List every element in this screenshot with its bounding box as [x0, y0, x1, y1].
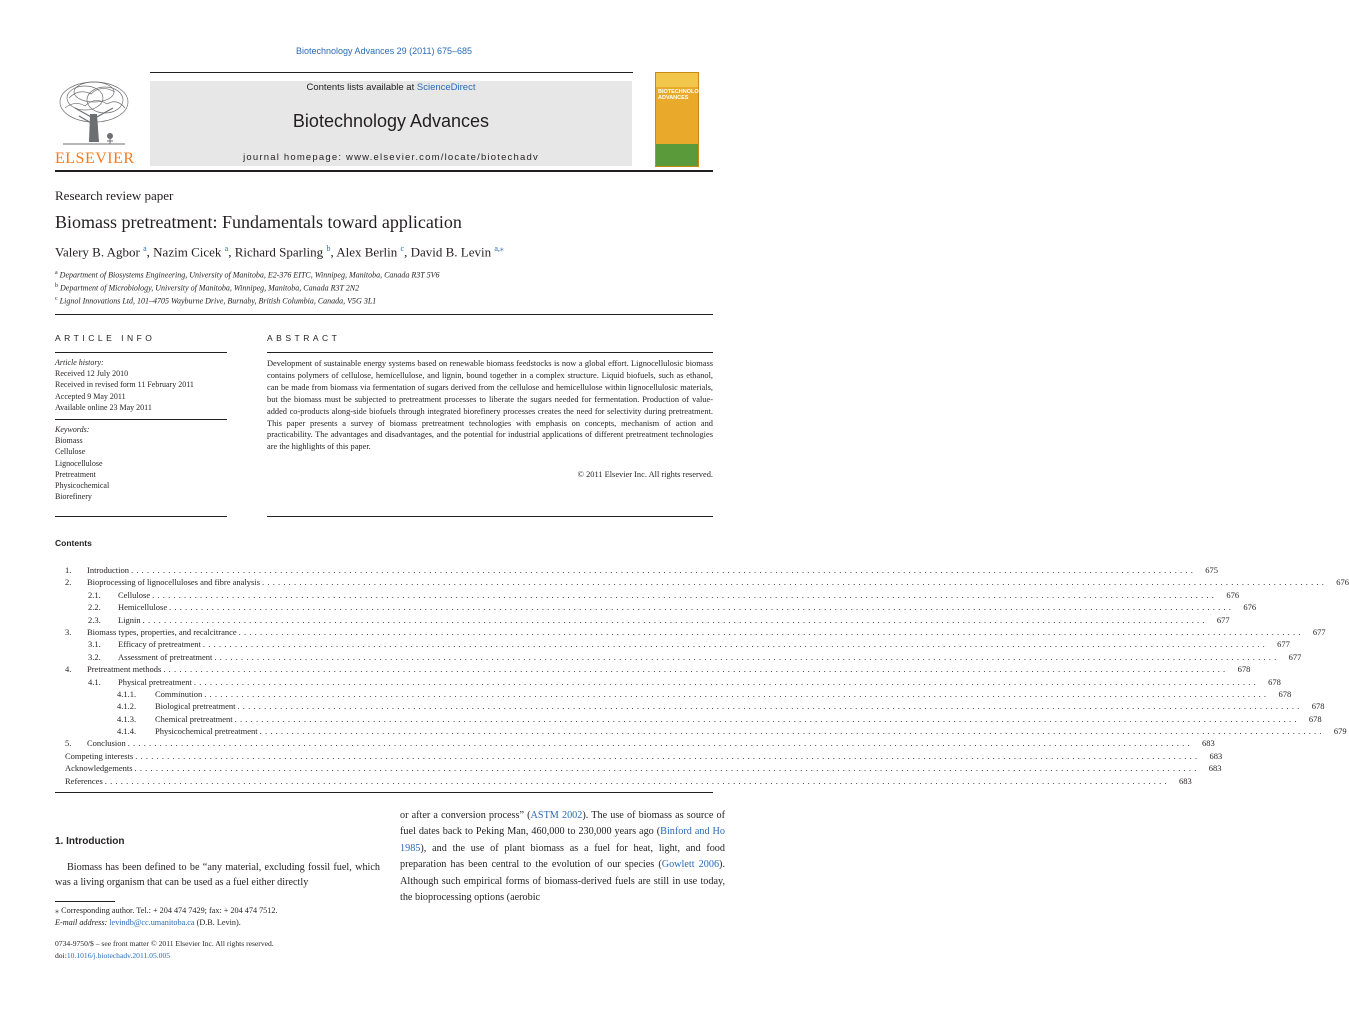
- toc-leader-dots: ........................................................................................................................................................................................................: [204, 688, 1270, 699]
- toc-title[interactable]: Pretreatment methods: [87, 664, 162, 675]
- toc-number: 2.3.: [88, 614, 101, 625]
- toc-page-number: 683: [1193, 737, 1215, 749]
- contents-available-line: [150, 82, 632, 93]
- author-affiliation-marker[interactable]: a,⁎: [494, 244, 504, 253]
- toc-page-number: 677: [1268, 638, 1290, 650]
- author-name: Valery B. Agbor: [55, 244, 140, 260]
- toc-number: 3.2.: [88, 651, 101, 662]
- affiliation-marker: c: [55, 296, 58, 303]
- copyright-line: © 2011 Elsevier Inc. All rights reserved.: [577, 470, 713, 479]
- history-item: Available online 23 May 2011: [55, 402, 152, 412]
- toc-title[interactable]: Biological pretreatment: [155, 701, 236, 712]
- toc-entry[interactable]: [55, 713, 1322, 725]
- toc-leader-dots: ........................................................................................................................................................................................................: [142, 614, 1208, 625]
- front-matter: [55, 938, 380, 961]
- toc-leader-dots: ........................................................................................................................................................................................................: [238, 626, 1304, 637]
- toc-entry[interactable]: [55, 725, 1347, 737]
- header-rule-bottom: [55, 170, 713, 172]
- keyword: Lignocellulose: [55, 458, 103, 468]
- author-affiliation-marker[interactable]: b: [326, 244, 331, 253]
- toc-number: 4.: [65, 664, 72, 675]
- toc-entry[interactable]: [55, 601, 1257, 613]
- toc-leader-dots: ........................................................................................................................................................................................................: [234, 713, 1300, 724]
- toc-page-number: 678: [1300, 713, 1322, 725]
- toc-number: 2.: [65, 577, 72, 588]
- affiliation-marker: a: [55, 270, 58, 276]
- toc-page-number: 676: [1234, 601, 1256, 613]
- author-separator: ,: [404, 244, 411, 260]
- divider: [55, 314, 713, 315]
- contents-heading: Contents: [55, 538, 92, 548]
- toc-page-number: 678: [1269, 688, 1291, 700]
- journal-name: Biotechnology Advances: [292, 111, 490, 131]
- divider: [55, 419, 227, 420]
- toc-page-number: 675: [1196, 564, 1218, 576]
- toc-title[interactable]: Conclusion: [87, 738, 126, 749]
- divider: [267, 352, 713, 353]
- toc-leader-dots: ........................................................................................................................................................................................................: [262, 577, 1328, 588]
- history-label: Article history:: [55, 358, 104, 367]
- toc-page-number: 676: [1327, 576, 1349, 588]
- toc-number: 3.: [65, 626, 72, 637]
- toc-leader-dots: ........................................................................................................................................................................................................: [259, 726, 1325, 737]
- toc-page-number: 683: [1200, 750, 1222, 762]
- toc-entry[interactable]: [55, 626, 1326, 638]
- toc-leader-dots: ........................................................................................................................................................................................................: [202, 639, 1268, 650]
- corresponding-author: ⁎ Corresponding author. Tel.: + 204 474 7429; fax: + 204 474 7512.: [55, 906, 278, 915]
- toc-entry[interactable]: [55, 576, 1349, 588]
- doi-prefix: doi:: [55, 950, 67, 960]
- author-name: Nazim Cicek: [153, 244, 222, 260]
- toc-title[interactable]: Physical pretreatment: [118, 676, 192, 687]
- author-affiliation-marker[interactable]: a: [224, 244, 229, 253]
- divider: [55, 516, 227, 517]
- issn-line: 0734-9750/$ – see front matter © 2011 Elsevier Inc. All rights reserved.: [55, 939, 274, 948]
- toc-number: 2.2.: [88, 602, 101, 613]
- toc-leader-dots: ........................................................................................................................................................................................................: [193, 676, 1259, 687]
- toc-entry[interactable]: [55, 663, 1251, 675]
- article-info-heading: ARTICLE INFO: [55, 333, 156, 343]
- toc-page-number: 677: [1279, 651, 1301, 663]
- author-name: Richard Sparling: [234, 244, 324, 260]
- toc-entry[interactable]: [55, 775, 1192, 787]
- keyword: Pretreatment: [55, 469, 96, 479]
- toc-entry[interactable]: [55, 589, 1240, 601]
- citation-link[interactable]: ASTM 2002: [530, 810, 583, 821]
- paper-title: Biomass pretreatment: Fundamentals toward application: [55, 212, 462, 232]
- toc-page-number: 677: [1304, 626, 1326, 638]
- affiliation-text: Lignol Innovations Ltd, 101–4705 Wayburne Drive, Burnaby, British Columbia, Canada, V5G 3L1: [59, 296, 377, 306]
- toc-title[interactable]: Lignin: [118, 614, 141, 625]
- cover-title: BIOTECHNOLOGY ADVANCES: [658, 89, 707, 101]
- elsevier-wordmark: ELSEVIER: [55, 150, 135, 167]
- toc-page-number: 677: [1208, 614, 1230, 626]
- toc-entry[interactable]: [55, 688, 1292, 700]
- intro-paragraph: Biomass has been defined to be “any material, excluding fossil fuel, which was a living organism that can be used as a fuel either directly: [55, 862, 380, 888]
- toc-title[interactable]: References: [65, 775, 103, 786]
- toc-entry[interactable]: [55, 750, 1223, 762]
- toc-entry[interactable]: [55, 651, 1302, 663]
- author-affiliation-marker[interactable]: c: [400, 244, 405, 253]
- cover-band: [656, 73, 698, 87]
- affiliation-marker: b: [55, 283, 58, 290]
- doi-line: [55, 950, 380, 962]
- toc-leader-dots: ........................................................................................................................................................................................................: [134, 763, 1200, 774]
- toc-entry[interactable]: [55, 614, 1230, 626]
- paper-type: Research review paper: [55, 188, 174, 203]
- affiliation-line: [55, 281, 440, 294]
- intro-paragraph-continued: [400, 808, 725, 906]
- toc-entry[interactable]: [55, 564, 1219, 576]
- toc-title[interactable]: Bioprocessing of lignocelluloses and fibre analysis: [87, 577, 261, 588]
- citation-link[interactable]: Binford and Ho 1985: [400, 826, 726, 854]
- history-item: Received in revised form 11 February 2011: [55, 380, 194, 390]
- toc-title[interactable]: Acknowledgements: [65, 763, 133, 774]
- journal-cover-thumbnail[interactable]: [655, 72, 707, 167]
- toc-title[interactable]: Introduction: [87, 565, 130, 575]
- toc-number: 4.1.1.: [117, 688, 137, 699]
- toc-number: 1.: [65, 565, 72, 575]
- divider: [55, 352, 227, 353]
- paragraph-text: ), and the use of plant biomass as a fuel for heat, light, and food preparation has been central to the evolution of our species (: [400, 842, 725, 871]
- toc-page-number: 683: [1200, 762, 1222, 774]
- email-suffix: (D.B. Levin).: [194, 917, 241, 927]
- homepage-url[interactable]: www.elsevier.com/locate/biotechadv: [346, 152, 539, 163]
- toc-title[interactable]: Efficacy of pretreatment: [118, 639, 201, 650]
- toc-leader-dots: ........................................................................................................................................................................................................: [131, 565, 1197, 575]
- citation-link[interactable]: Gowlett 2006: [661, 859, 720, 871]
- keywords-label: Keywords:: [55, 425, 90, 434]
- author-affiliation-marker[interactable]: a: [143, 244, 147, 253]
- toc-leader-dots: ........................................................................................................................................................................................................: [104, 775, 1170, 786]
- toc-entry[interactable]: [55, 762, 1222, 774]
- toc-number: 4.1.: [88, 676, 101, 687]
- toc-entry[interactable]: [55, 638, 1290, 650]
- keyword: Biorefinery: [55, 492, 92, 502]
- affiliation-text: Department of Microbiology, University of Manitoba, Winnipeg, Manitoba, Canada R3T 2N2: [60, 283, 360, 293]
- divider: [55, 792, 713, 793]
- toc-title[interactable]: Hemicellulose: [118, 602, 168, 613]
- keyword: Cellulose: [55, 447, 86, 457]
- toc-leader-dots: ........................................................................................................................................................................................................: [135, 750, 1201, 761]
- abstract-heading: ABSTRACT: [267, 333, 341, 343]
- cover-strip: [656, 144, 698, 166]
- contents-prefix: Contents lists available at: [306, 82, 417, 93]
- toc-page-number: 678: [1228, 663, 1250, 675]
- toc-leader-dots: ........................................................................................................................................................................................................: [237, 701, 1303, 712]
- affiliations: [55, 268, 440, 307]
- author-list: [55, 244, 504, 260]
- toc-page-number: 678: [1302, 700, 1324, 712]
- toc-entry[interactable]: [55, 700, 1325, 712]
- toc-title[interactable]: Cellulose: [118, 589, 151, 600]
- author-separator: ,: [228, 244, 235, 260]
- toc-title[interactable]: Competing interests: [65, 750, 134, 761]
- toc-number: 5.: [65, 738, 72, 749]
- affiliation-text: Department of Biosystems Engineering, University of Manitoba, E2-376 EITC, Winnipeg, Manitoba, Canada R3T 5V6: [59, 270, 440, 280]
- toc-title[interactable]: Chemical pretreatment: [155, 713, 233, 724]
- journal-citation[interactable]: Biotechnology Advances 29 (2011) 675–685: [296, 46, 472, 56]
- toc-title[interactable]: Physicochemical pretreatment: [155, 726, 258, 737]
- history-item: Received 12 July 2010: [55, 369, 129, 379]
- toc-page-number: 683: [1170, 775, 1192, 787]
- sciencedirect-link[interactable]: ScienceDirect: [416, 82, 476, 93]
- email-line: [55, 917, 380, 929]
- toc-title[interactable]: Assessment of pretreatment: [118, 651, 213, 662]
- paragraph-text: ). The use of biomass as source of fuel dates back to Peking Man, 460,000 to 230,000 years ago (: [400, 810, 725, 838]
- toc-number: 4.1.4.: [117, 726, 137, 737]
- toc-number: 4.1.2.: [117, 701, 137, 712]
- email-label: E-mail address:: [55, 917, 110, 927]
- abstract-text: Development of sustainable energy systems based on renewable biomass feedstocks is now a global effort. Lignocellulosic biomass contains polymers of cellulose, hemicellulose, and lignin, bound together in a complex structure. Liquid biofuels, such as ethanol, can be made from biomass via fermentation of sugars derived from the cellulose and hemicellulose within lignocellulosic materials, but the biomass must be subjected to pretreatment processes to liberate the sugars needed for fermentation. Production of value-added co-products along-side biofuels through integrated biorefinery processes creates the need for selectivity during pretreatment. This paper presents a survey of biomass pretreatment technologies with emphasis on concepts, mechanism of action and practicability. The advantages and disadvantages, and the potential for industrial applications of different pretreatment technologies are the highlights of this paper.: [267, 359, 713, 452]
- paragraph-text: or after a conversion process” (: [400, 810, 531, 821]
- keyword: Biomass: [55, 436, 83, 446]
- table-of-contents: [55, 564, 1349, 787]
- toc-leader-dots: ........................................................................................................................................................................................................: [152, 589, 1218, 600]
- header-rule-top: [150, 72, 633, 73]
- toc-leader-dots: ........................................................................................................................................................................................................: [163, 664, 1229, 675]
- toc-number: 4.1.3.: [117, 713, 137, 724]
- history-item: Accepted 9 May 2011: [55, 391, 126, 401]
- toc-leader-dots: ........................................................................................................................................................................................................: [169, 602, 1235, 613]
- toc-title[interactable]: Biomass types, properties, and recalcitrance: [87, 626, 237, 637]
- affiliation-line: [55, 294, 440, 307]
- author-separator: ,: [146, 244, 154, 260]
- author-name: Alex Berlin: [336, 244, 398, 260]
- toc-page-number: 676: [1217, 589, 1239, 601]
- author-separator: ,: [330, 244, 337, 260]
- author-name: David B. Levin: [410, 244, 492, 260]
- toc-page-number: 678: [1259, 676, 1281, 688]
- affiliation-line: [55, 268, 440, 281]
- doi-link[interactable]: 10.1016/j.biotechadv.2011.05.005: [66, 950, 171, 960]
- tree-icon: [55, 78, 133, 150]
- corresponding-author-footnote: [55, 905, 380, 928]
- homepage-prefix: journal homepage:: [243, 152, 347, 163]
- footnote-rule: [55, 901, 115, 902]
- toc-number: 2.1.: [88, 589, 101, 600]
- keywords: [55, 424, 227, 502]
- toc-title[interactable]: Comminution: [155, 688, 203, 699]
- divider: [267, 516, 713, 517]
- toc-page-number: 679: [1325, 725, 1347, 737]
- toc-entry[interactable]: [55, 737, 1215, 749]
- article-history: [55, 357, 227, 413]
- toc-number: 3.1.: [88, 639, 101, 650]
- section-heading: 1. Introduction: [55, 836, 125, 847]
- paragraph-text: ). Although such empirical forms of biomass-derived fuels are still in use today, the bioprocessing options (aerobic: [400, 859, 725, 904]
- email-link[interactable]: levindb@cc.umanitoba.ca: [109, 917, 195, 927]
- journal-homepage: [150, 152, 632, 163]
- toc-leader-dots: ........................................................................................................................................................................................................: [127, 738, 1193, 749]
- keyword: Physicochemical: [55, 481, 110, 491]
- toc-leader-dots: ........................................................................................................................................................................................................: [214, 651, 1280, 662]
- toc-entry[interactable]: [55, 676, 1281, 688]
